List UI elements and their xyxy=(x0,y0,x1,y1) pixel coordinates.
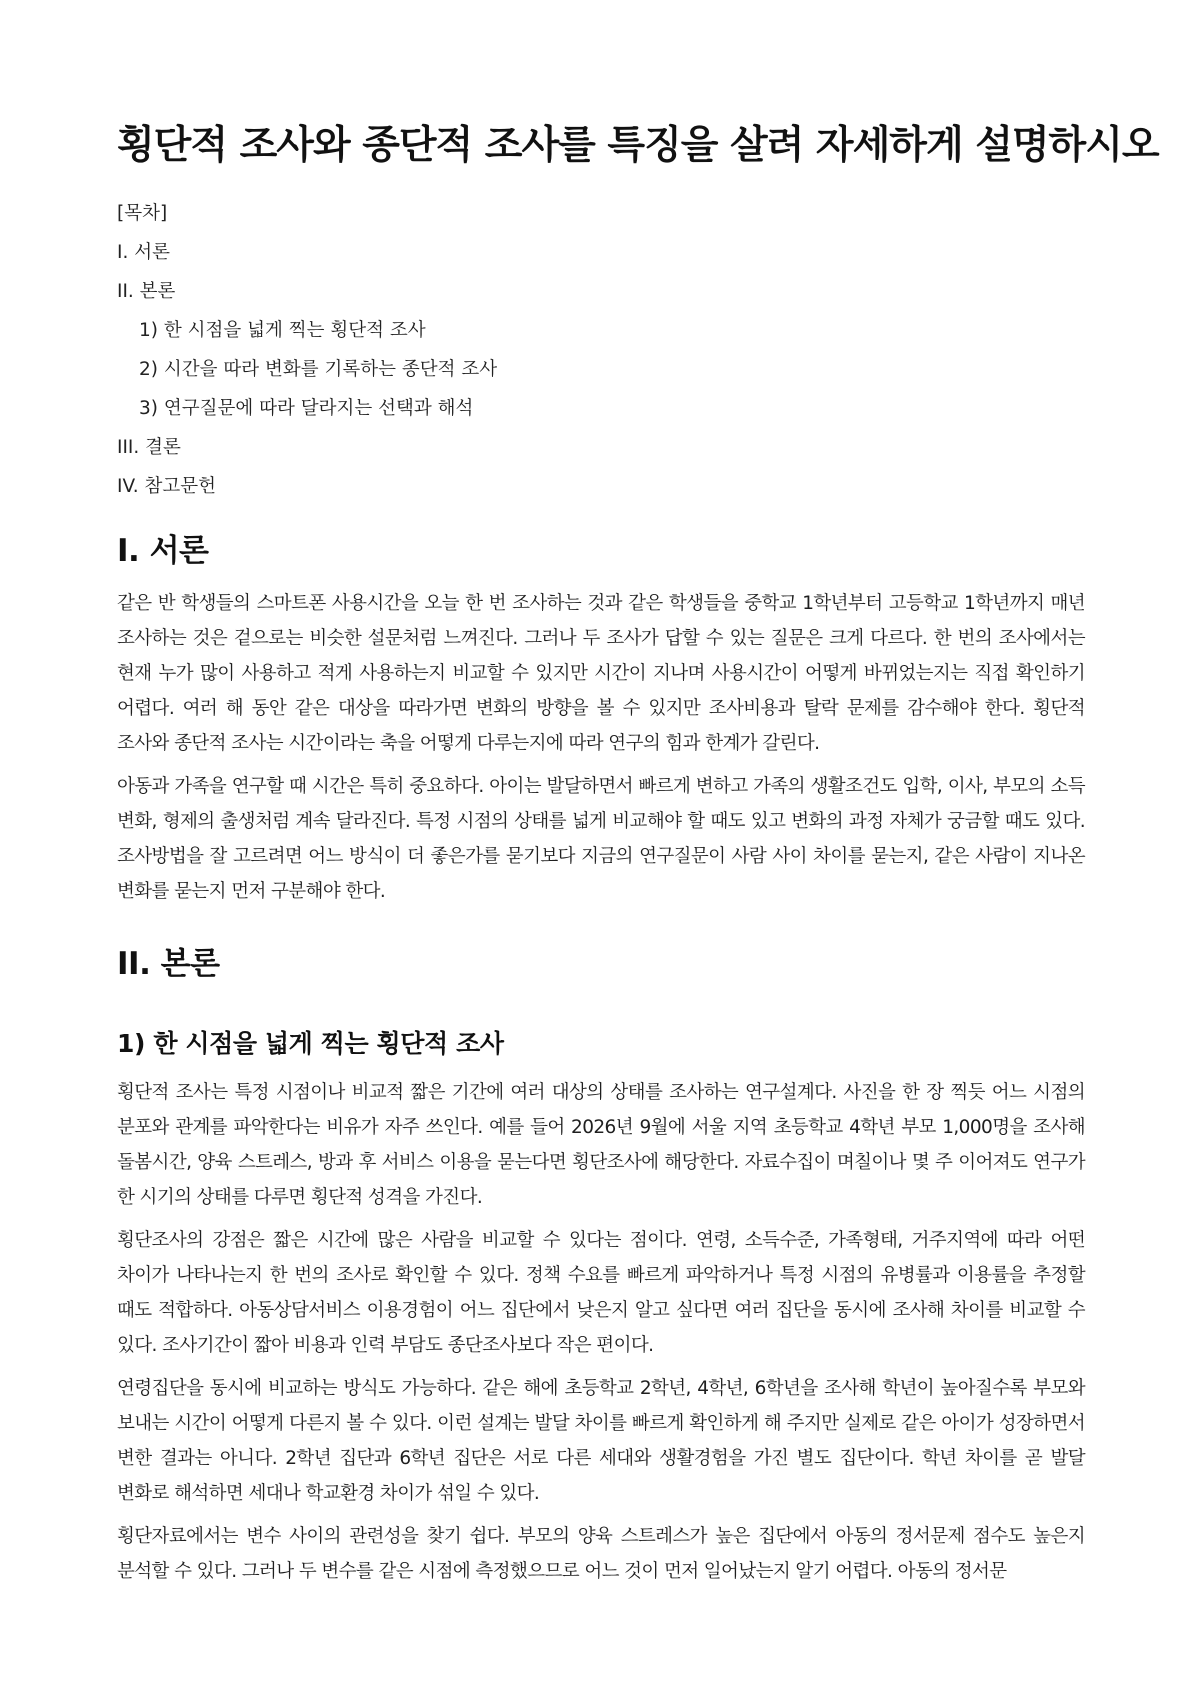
paragraph: 같은 반 학생들의 스마트폰 사용시간을 오늘 한 번 조사하는 것과 같은 학생들을 중학교 1학년부터 고등학교 1학년까지 매년 조사하는 것은 겉으로는 비슷한 설문처럼 느껴진다. 그러나 두 조사가 답할 수 있는 질문은 크게 다르다. 한 번의 조사에서는 현재 누가 많이 사용하고 적게 사용하는지 비교할 수 있지만 시간이 지나며 사용시간이 어떻게 바뀌었는지는 직접 확인하기 어렵다. 여러 해 동안 같은 대상을 따라가면 변화의 방향을 볼 수 있지만 조사비용과 탈락 문제를 감수해야 한다. 횡단적 조사와 종단적 조사는 시간이라는 축을 어떻게 다루는지에 따라 연구의 힘과 한계가 갈린다. xyxy=(117,593,1085,754)
section-heading-intro: I. 서론 xyxy=(117,533,209,569)
paragraph: 횡단적 조사는 특정 시점이나 비교적 짧은 기간에 여러 대상의 상태를 조사하는 연구설계다. 사진을 한 장 찍듯 어느 시점의 분포와 관계를 파악한다는 비유가 자주 쓰인다. 예를 들어 2026년 9월에 서울 지역 초등학교 4학년 부모 1,000명을 조사해 돌봄시간, 양육 스트레스, 방과 후 서비스 이용을 묻는다면 횡단조사에 해당한다. 자료수집이 며칠이나 몇 주 이어져도 연구가 한 시기의 상태를 다루면 횡단적 성격을 가진다. xyxy=(117,1082,1085,1208)
intro-paragraphs xyxy=(117,586,1085,909)
cross-sectional-paragraphs xyxy=(117,1075,1085,1589)
paragraph: 아동과 가족을 연구할 때 시간은 특히 중요하다. 아이는 발달하면서 빠르게 변하고 가족의 생활조건도 입학, 이사, 부모의 소득 변화, 형제의 출생처럼 계속 달라진다. 특정 시점의 상태를 넓게 비교해야 할 때도 있고 변화의 과정 자체가 궁금할 때도 있다. 조사방법을 잘 고르려면 어느 방식이 더 좋은가를 묻기보다 지금의 연구질문이 사람 사이 차이를 묻는지, 같은 사람이 지나온 변화를 묻는지 먼저 구분해야 한다. xyxy=(117,776,1085,902)
toc-item-conclusion: III. 결론 xyxy=(117,437,181,458)
toc-item-body-2: 2) 시간을 따라 변화를 기록하는 종단적 조사 xyxy=(139,359,498,380)
table-of-contents xyxy=(117,194,1085,506)
toc-heading: [목차] xyxy=(117,203,168,224)
toc-item-intro: I. 서론 xyxy=(117,242,170,263)
subsection-heading-cross-sectional: 1) 한 시점을 넓게 찍는 횡단적 조사 xyxy=(117,1029,504,1058)
toc-item-body-1: 1) 한 시점을 넓게 찍는 횡단적 조사 xyxy=(139,320,426,341)
section-heading-body: II. 본론 xyxy=(117,946,220,982)
paragraph: 횡단조사의 강점은 짧은 시간에 많은 사람을 비교할 수 있다는 점이다. 연령, 소득수준, 가족형태, 거주지역에 따라 어떤 차이가 나타나는지 한 번의 조사로 확인할 수 있다. 정책 수요를 빠르게 파악하거나 특정 시점의 유병률과 이용률을 추정할 때도 적합하다. 아동상담서비스 이용경험이 어느 집단에서 낮은지 알고 싶다면 여러 집단을 동시에 조사해 차이를 비교할 수 있다. 조사기간이 짧아 비용과 인력 부담도 종단조사보다 작은 편이다. xyxy=(117,1230,1085,1356)
document-page xyxy=(117,118,1159,1597)
toc-item-body: II. 본론 xyxy=(117,281,176,302)
paragraph: 연령집단을 동시에 비교하는 방식도 가능하다. 같은 해에 초등학교 2학년, 4학년, 6학년을 조사해 학년이 높아질수록 부모와 보내는 시간이 어떻게 다른지 볼 수 있다. 이런 설계는 발달 차이를 빠르게 확인하게 해 주지만 실제로 같은 아이가 성장하면서 변한 결과는 아니다. 2학년 집단과 6학년 집단은 서로 다른 세대와 생활경험을 가진 별도 집단이다. 학년 차이를 곧 발달 변화로 해석하면 세대나 학교환경 차이가 섞일 수 있다. xyxy=(117,1378,1085,1504)
document-title: 횡단적 조사와 종단적 조사를 특징을 살려 자세하게 설명하시오 xyxy=(117,123,1159,168)
toc-item-body-3: 3) 연구질문에 따라 달라지는 선택과 해석 xyxy=(139,398,474,419)
paragraph: 횡단자료에서는 변수 사이의 관련성을 찾기 쉽다. 부모의 양육 스트레스가 높은 집단에서 아동의 정서문제 점수도 높은지 분석할 수 있다. 그러나 두 변수를 같은 시점에 측정했으므로 어느 것이 먼저 일어났는지 알기 어렵다. 아동의 정서문 xyxy=(117,1526,1085,1582)
toc-item-references: IV. 참고문헌 xyxy=(117,476,216,497)
